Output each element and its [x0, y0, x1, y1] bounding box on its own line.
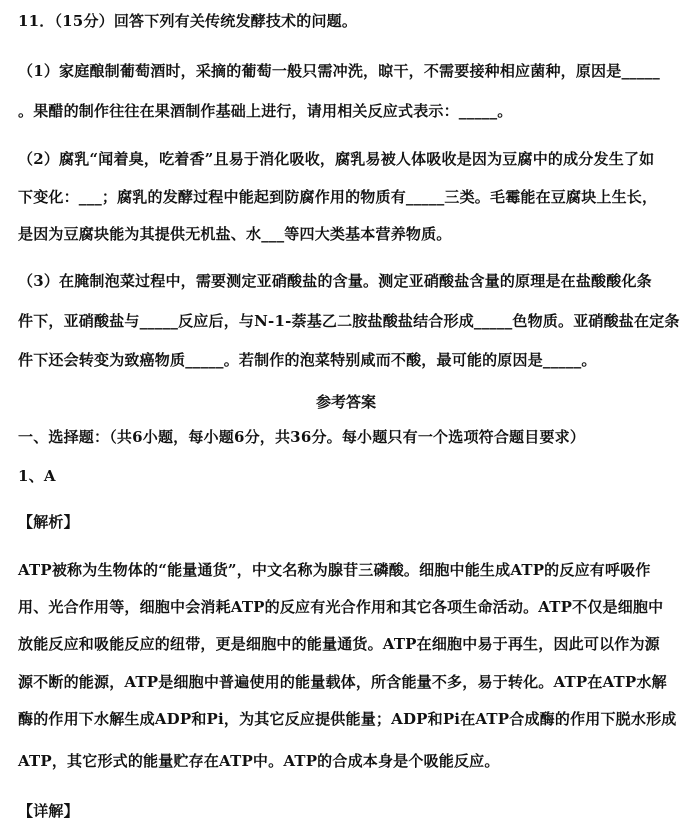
analysis-line-3: 放能反应和吸能反应的纽带，更是细胞中的能量通货。ATP在细胞中易于再生，因此可以作为源 — [18, 635, 660, 653]
detail-label: 【详解】 — [18, 802, 79, 820]
analysis-label: 【解析】 — [18, 513, 79, 531]
question-part2-line2: 下变化：___；腐乳的发酵过程中能起到防腐作用的物质有_____三类。毛霉能在豆腐块上生长， — [18, 188, 658, 206]
question-title: 11．（15分）回答下列有关传统发酵技术的问题。 — [18, 12, 358, 30]
analysis-line-2: 用、光合作用等，细胞中会消耗ATP的反应有光合作用和其它各项生命活动。ATP不仅是细胞中 — [18, 598, 664, 616]
analysis-line-4: 源不断的能源，ATP是细胞中普遍使用的能量载体，所含能量不多，易于转化。ATP在ATP水解 — [18, 673, 667, 691]
answers-heading: 参考答案 — [315, 393, 376, 411]
question-part3-line3: 件下还会转变为致癌物质_____。若制作的泡菜特别咸而不酸，最可能的原因是_____。 — [18, 351, 597, 369]
analysis-line-1: ATP被称为生物体的“能量通货”，中文名称为腺苷三磷酸。细胞中能生成ATP的反应有呼吸作 — [18, 561, 651, 579]
question-part1-line2: 。果醋的制作往往在果酒制作基础上进行，请用相关反应式表示：_____。 — [18, 102, 513, 120]
question-part3-line1: （3）在腌制泡菜过程中，需要测定亚硝酸盐的含量。测定亚硝酸盐含量的原理是在盐酸酸化条 — [18, 272, 652, 290]
question-part3-line2: 件下，亚硝酸盐与_____反应后，与N-1-萘基乙二胺盐酸盐结合形成_____色物质。亚硝酸盐在定条 — [18, 312, 680, 330]
answers-section-title: 一、选择题：（共6小题，每小题6分，共36分。每小题只有一个选项符合题目要求） — [18, 428, 586, 446]
question-part1-line1: （1）家庭酿制葡萄酒时，采摘的葡萄一般只需冲洗，晾干，不需要接种相应菌种，原因是_____ — [18, 62, 660, 80]
analysis-line-5: 酶的作用下水解生成ADP和Pi，为其它反应提供能量；ADP和Pi在ATP合成酶的作用下脱水形成 — [18, 710, 677, 728]
answer-item-1: 1、A — [18, 467, 56, 485]
analysis-line-6: ATP，其它形式的能量贮存在ATP中。ATP的合成本身是个吸能反应。 — [18, 752, 500, 770]
question-part2-line3: 是因为豆腐块能为其提供无机盐、水___等四大类基本营养物质。 — [18, 225, 452, 243]
question-part2-line1: （2）腐乳“闻着臭，吃着香”且易于消化吸收，腐乳易被人体吸收是因为豆腐中的成分发生了如 — [18, 150, 655, 168]
